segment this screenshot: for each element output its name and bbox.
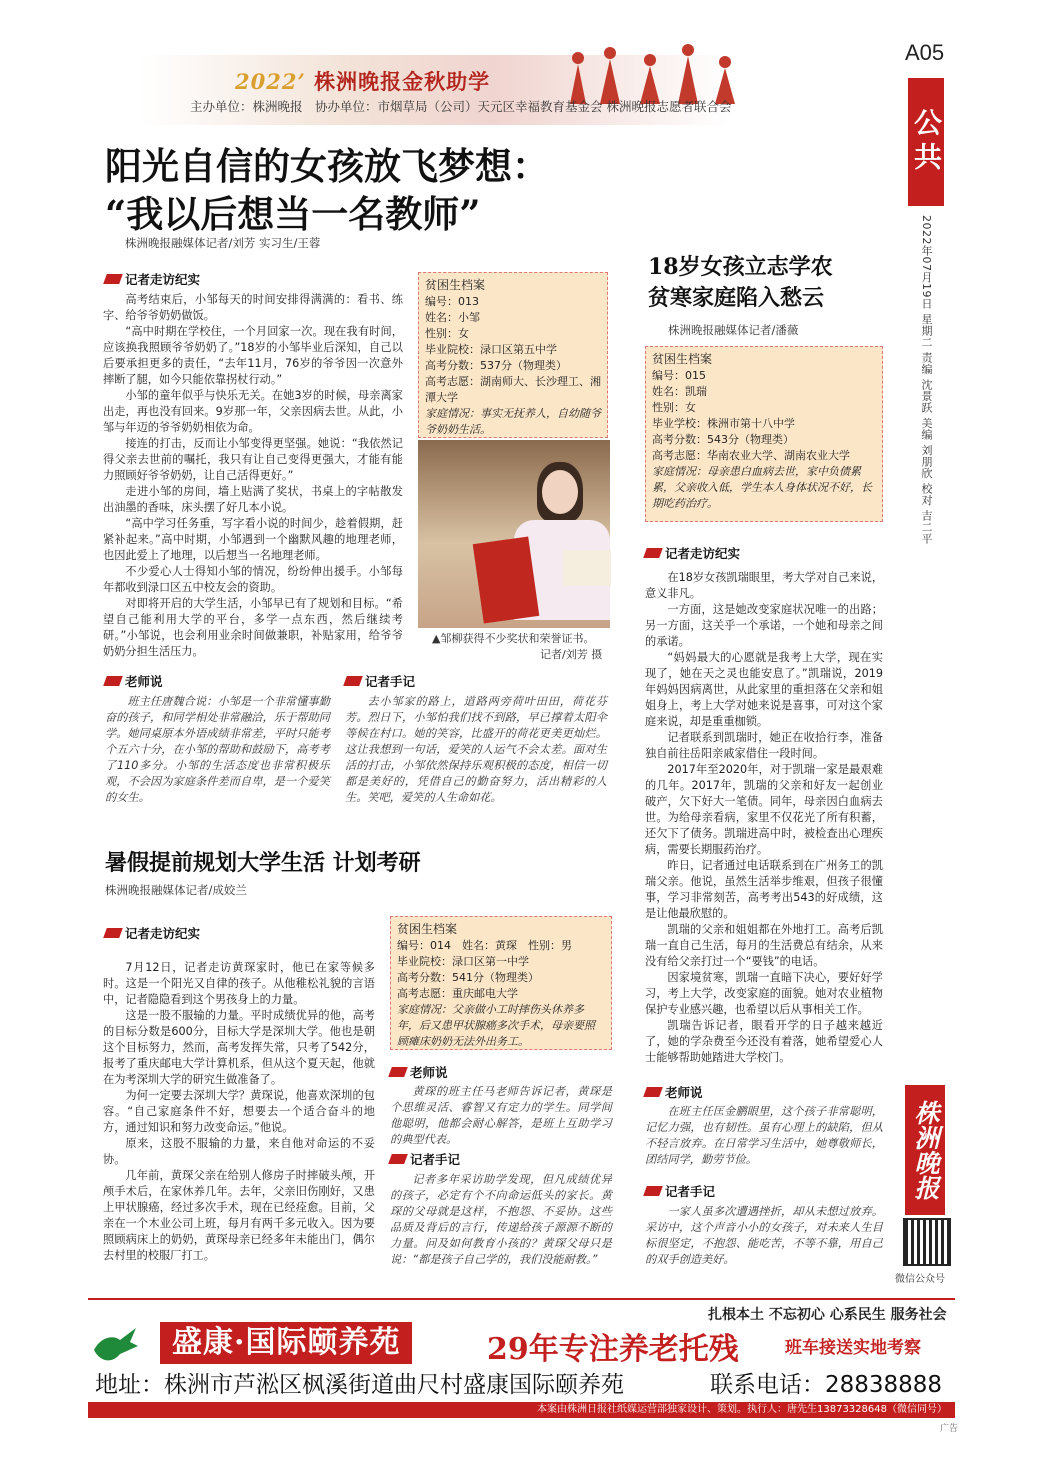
story1-notes-text: 去小邹家的路上，道路两旁荷叶田田，荷花芬芳。烈日下，小邹怕我们找不到路，早已撑着太阳伞等候在村口。她的笑容，比盛开的荷花更美更灿烂。这让我想到一句话，爱笑的人运气不会太差。面对生活的打击，小邹依然保持乐观积极的态度，相信一切都是美好的，凭借自己的勤奋努力，活出精彩的人生。笑吧，爱笑的人生命如花。	[345, 695, 607, 804]
page-number: A05	[905, 40, 945, 65]
ad-footer: 本案由株洲日报社纸媒运营部独家设计、策划。执行人：唐先生13873328648（微信同号）	[88, 1402, 955, 1418]
ad-tagline: 扎根本土 不忘初心 心系民生 服务社会	[708, 1307, 947, 1323]
archive-line: 姓名：凯瑞	[652, 385, 707, 398]
pencil-icon	[103, 274, 123, 284]
archive-line: 姓名：小邹	[425, 311, 480, 324]
paragraph: 对即将开启的大学生活，小邹早已有了规划和目标。“希望自己能利用大学的平台，多学一点东西，然后继续考研。”小邹说，也会利用业余时间做兼职，补贴家用，给爷爷奶奶分担生活压力。	[103, 597, 403, 658]
archive-line: 编号：014 姓名：黄琛 性别：男	[397, 939, 572, 952]
story2-kicker-notes: 记者手记	[390, 1150, 460, 1168]
story3-kicker-notes: 记者手记	[645, 1182, 715, 1200]
ad-brand: 盛康·国际颐养苑	[160, 1322, 412, 1364]
story3-headline-line1: 18岁女孩立志学农	[648, 254, 833, 280]
paragraph: 小邹的童年似乎与快乐无关。在她3岁的时候，母亲离家出走，再也没有回来。9岁那一年，父亲因病去世。从此，小邹与年迈的爷爷奶奶相依为命。	[103, 389, 403, 434]
archive-line: 编号：013	[425, 295, 479, 308]
pencil-icon	[643, 1186, 663, 1196]
banner-figures-graphic	[560, 44, 760, 104]
ad-slogan-secondary: 班车接送实地考察	[785, 1338, 921, 1358]
story1-body	[103, 292, 403, 660]
paragraph: 为何一定要去深圳大学？黄琛说，他喜欢深圳的包容。“自己家庭条件不好，想要去一个适合奋斗的地方，通过知识和努力改变命运。”他说。	[103, 1089, 375, 1134]
archive-line: 高考志愿：华南农业大学、湖南农业大学	[652, 449, 850, 462]
paragraph: 昨日，记者通过电话联系到在广州务工的凯瑞父亲。他说，虽然生活举步维艰，但孩子很懂事，学习非常刻苦，高考考出543的好成绩，这是让他最欣慰的。	[645, 859, 883, 920]
pencil-icon	[643, 548, 663, 558]
paragraph: 2017年至2020年，对于凯瑞一家是最艰难的几年。2017年，凯瑞的父亲和好友一起创业破产，欠下好大一笔债。同年，母亲因白血病去世。为给母亲看病，家里不仅花光了所有积蓄，还欠下了债务。凯瑞进高中时，被检查出心理疾病，需要长期服药治疗。	[645, 763, 883, 856]
paragraph: 几年前，黄琛父亲在给别人修房子时摔破头颅，开颅手术后，在家休养几年。去年，父亲旧伤刚好，又患上甲状腺癌，经过多次手术，现在已经痊愈。目前，父亲在一个木业公司上班，每月有两千多元收入。因为要照顾病床上的奶奶，黄琛母亲已经多年未能出门，偶尔去村里的校服厂打工。	[103, 1169, 375, 1262]
ad-address: 地址：株洲市芦淞区枫溪街道曲尺村盛康国际颐养苑	[95, 1372, 624, 1398]
story1-kicker-teacher: 老师说	[105, 672, 163, 690]
banner-year: 2022’	[235, 69, 306, 94]
story2-teacher-text: 黄琛的班主任马老师告诉记者，黄琛是个思维灵活、睿智又有定力的学生。同学间他聪明，他都会耐心解答，是班上互助学习的典型代表。	[390, 1085, 612, 1146]
paragraph: 高考结束后，小邹每天的时间安排得满满的：看书、练字、给爷爷奶奶做饭。	[103, 293, 403, 322]
story1-teacher-text: 班主任唐魏合说：小邹是一个非常懂事勤奋的孩子，和同学相处非常融洽，乐于帮助同学。她同桌原本外语成绩非常差，平时只能考个五六十分，在小邹的帮助和鼓励下，高考考了110多分。小邹的生活态度也非常积极乐观，不会因为家庭条件差而自卑，是一个爱笑的女生。	[105, 695, 330, 804]
edition-meta: 2022年07月19日 星期二 责编 沈景跃 美编 刘朋欣 校对 吉二平	[920, 215, 933, 545]
story3-kicker-visit: 记者走访纪实	[645, 544, 740, 562]
paragraph: 因家境贫寒，凯瑞一直暗下决心，要好好学习，考上大学，改变家庭的面貌。她对农业植物保护专业感兴趣，也希望以后从事相关工作。	[645, 971, 883, 1016]
paragraph: “高中学习任务重，写字看小说的时间少，趁着假期，赶紧补起来。”高中时期，小邹遇到一个幽默风趣的地理老师，也因此爱上了地理，以后想当一名地理老师。	[103, 517, 403, 562]
story1-headline-line1: 阳光自信的女孩放飞梦想：	[105, 144, 549, 188]
archive-line: 性别：女	[425, 327, 469, 340]
archive-line: 毕业院校：渌口区第一中学	[397, 955, 529, 968]
story3-headline	[648, 252, 833, 314]
story1-photo	[418, 440, 610, 628]
story1-headline	[105, 142, 549, 238]
archive-title: 贫困生档案	[397, 922, 458, 936]
story3-kicker-teacher: 老师说	[645, 1083, 703, 1101]
pencil-icon	[103, 928, 123, 938]
story2-kicker-visit: 记者走访纪实	[105, 924, 200, 942]
ad-mark: 广告	[940, 1424, 959, 1434]
archive-line: 毕业院校：渌口区第五中学	[425, 343, 557, 356]
story2-kicker-teacher: 老师说	[390, 1063, 448, 1081]
paragraph: 原来，这股不服输的力量，来自他对命运的不妥协。	[103, 1137, 375, 1166]
story3-byline: 株洲晚报融媒体记者/潘薇	[668, 323, 799, 337]
paragraph: 接连的打击，反而让小邹变得更坚强。她说：“我依然记得父亲去世前的嘱托，我只有让自己变得更强大，才能有能力照顾好爷爷奶奶，让自己活得更好。”	[103, 437, 403, 482]
pencil-icon	[643, 1087, 663, 1097]
archive-line: 高考志愿：湖南师大、长沙理工、湘潭大学	[425, 375, 601, 404]
pencil-icon	[388, 1154, 408, 1164]
story1-headline-line2: “我以后想当一名教师”	[105, 192, 481, 236]
archive-line: 高考分数：537分（物理类）	[425, 359, 567, 372]
photo-caption: ▲邹柳获得不少奖状和荣誉证书。	[432, 632, 595, 645]
story3-headline-line2: 贫寒家庭陷入愁云	[648, 285, 825, 311]
pencil-icon	[388, 1067, 408, 1077]
qr-code-icon[interactable]	[903, 1218, 951, 1266]
paragraph: 记者联系到凯瑞时，她正在收拾行李，准备独自前往岳阳亲戚家借住一段时间。	[645, 731, 883, 760]
story2-archive-box	[390, 916, 612, 1050]
sponsor-line: 主办单位：株洲晚报 协办单位：市烟草局（公司）天元区幸福教育基金会 株洲晚报志愿者联合会	[190, 99, 732, 114]
archive-line: 毕业学校：株洲市第十八中学	[652, 417, 795, 430]
archive-line: 家庭情况：母亲患白血病去世，家中负债累累，父亲收入低，学生本人身体状况不好，长期吃药治疗。	[652, 465, 872, 510]
ad-slogan: 29年专注养老托残	[487, 1332, 739, 1367]
story1-byline: 株洲晚报融媒体记者/刘芳 实习生/王蓉	[125, 236, 321, 250]
story3-notes-text: 一家人虽多次遭遇挫折，却从未想过放弃。采访中，这个声音小小的女孩子，对未来人生目标很坚定，不抱怨、能吃苦，不等不靠，用自己的双手创造美好。	[645, 1205, 883, 1266]
paragraph: 凯瑞告诉记者，眼看开学的日子越来越近了，她的学杂费至今还没有着落，她希望爱心人士能够帮助她踏进大学校门。	[645, 1019, 883, 1064]
paragraph: 一方面，这是她改变家庭状况唯一的出路；另一方面，这关乎一个承诺，一个她和母亲之间的承诺。	[645, 603, 883, 648]
story2-body	[103, 960, 375, 1264]
archive-line: 高考分数：543分（物理类）	[652, 433, 794, 446]
paragraph: 7月12日，记者走访黄琛家时，他已在家等候多时。这是一个阳光又自律的孩子。从他稚松礼貌的言语中，记者隐隐看到这个男孩身上的力量。	[103, 961, 375, 1006]
newspaper-logo: 株洲晚报	[905, 1085, 945, 1215]
archive-line: 高考志愿：重庆邮电大学	[397, 987, 518, 1000]
pencil-icon	[343, 676, 363, 686]
story1-kicker-visit: 记者走访纪实	[105, 270, 200, 288]
ad-phone[interactable]: 联系电话：28838888	[710, 1372, 943, 1398]
paragraph: 走进小邹的房间，墙上贴满了奖状，书桌上的字帖散发出油墨的香味，床头摆了好几本小说。	[103, 485, 403, 514]
archive-line: 高考分数：541分（物理类）	[397, 971, 539, 984]
paragraph: 这是一股不服输的力量。平时成绩优异的他，高考的目标分数是600分，目标大学是深圳大学。他也是朝这个目标努力，然而，高考发挥失常，只考了542分，报考了重庆邮电大学计算机系，但从这个夏天起，他就在为考深圳大学的研究生做准备了。	[103, 1009, 375, 1086]
story3-teacher-text: 在班主任匡金鹏眼里，这个孩子非常聪明，记忆力强，也有韧性。虽有心理上的缺陷，但从不轻言放弃。在日常学习生活中，她尊敬师长，团结同学，勤劳节俭。	[645, 1105, 883, 1166]
archive-line: 家庭情况：父亲做小工时摔伤头休养多年，后又患甲状腺癌多次手术，母亲要照顾瘫床奶奶无法外出务工。	[397, 1003, 595, 1048]
archive-title: 贫困生档案	[425, 278, 486, 292]
section-tab: 公共	[908, 78, 944, 206]
archive-line: 性别：女	[652, 401, 696, 414]
story2-notes-text: 记者多年采访助学发现，但凡成绩优异的孩子，必定有个不向命运低头的家长。黄琛的父母就是这样，不抱怨、不妥协。这些品质及背后的言行，传递给孩子源源不断的力量。问及如何教育小孩的？黄琛父母只是说：“都是孩子自己学的，我们没能耐教。”	[390, 1173, 612, 1266]
pencil-icon	[103, 676, 123, 686]
paragraph: 不少爱心人士得知小邹的情况，纷纷伸出援手。小邹每年都收到渌口区五中校友会的资助。	[103, 565, 403, 594]
story1-kicker-notes: 记者手记	[345, 672, 415, 690]
story1-archive-box	[418, 272, 608, 438]
hand-logo-icon	[90, 1320, 140, 1370]
ad-top-rule	[88, 1298, 955, 1300]
archive-line: 编号：015	[652, 369, 706, 382]
story3-archive-box	[645, 346, 883, 522]
photo-credit: 记者/刘芳 摄	[540, 648, 603, 661]
paragraph: “高中时期在学校住，一个月回家一次。现在我有时间，应该换我照顾爷爷奶奶了。”18岁的小邹毕业后深知，自己以后要承担更多的责任，“去年11月，76岁的爷爷因一次意外摔断了腿，如今只能依靠拐杖行动。”	[103, 325, 403, 386]
story2-headline: 暑假提前规划大学生活 计划考研	[105, 850, 421, 876]
archive-line: 家庭情况：事实无抚养人，自幼随爷爷奶奶生活。	[425, 407, 601, 436]
paragraph: 在18岁女孩凯瑞眼里，考大学对自己来说，意义非凡。	[645, 571, 884, 600]
qr-label: 微信公众号	[895, 1274, 945, 1285]
banner-title	[235, 66, 490, 96]
paragraph: “妈妈最大的心愿就是我考上大学，现在实现了，她在天之灵也能安息了。”凯瑞说，2019年妈妈因病离世，从此家里的重担落在父亲和姐姐身上，考上大学对她来说是喜事，可对这个家庭来说，却是重重枷锁。	[645, 651, 883, 728]
story3-body	[645, 570, 883, 1066]
archive-title: 贫困生档案	[652, 352, 713, 366]
banner-title-text: 株洲晚报金秋助学	[314, 69, 491, 94]
story2-byline: 株洲晚报融媒体记者/成姣兰	[105, 883, 247, 897]
paragraph: 凯瑞的父亲和姐姐都在外地打工。高考后凯瑞一直自己生活，每月的生活费总有结余，从来没有给父亲打过一个“要钱”的电话。	[645, 923, 883, 968]
